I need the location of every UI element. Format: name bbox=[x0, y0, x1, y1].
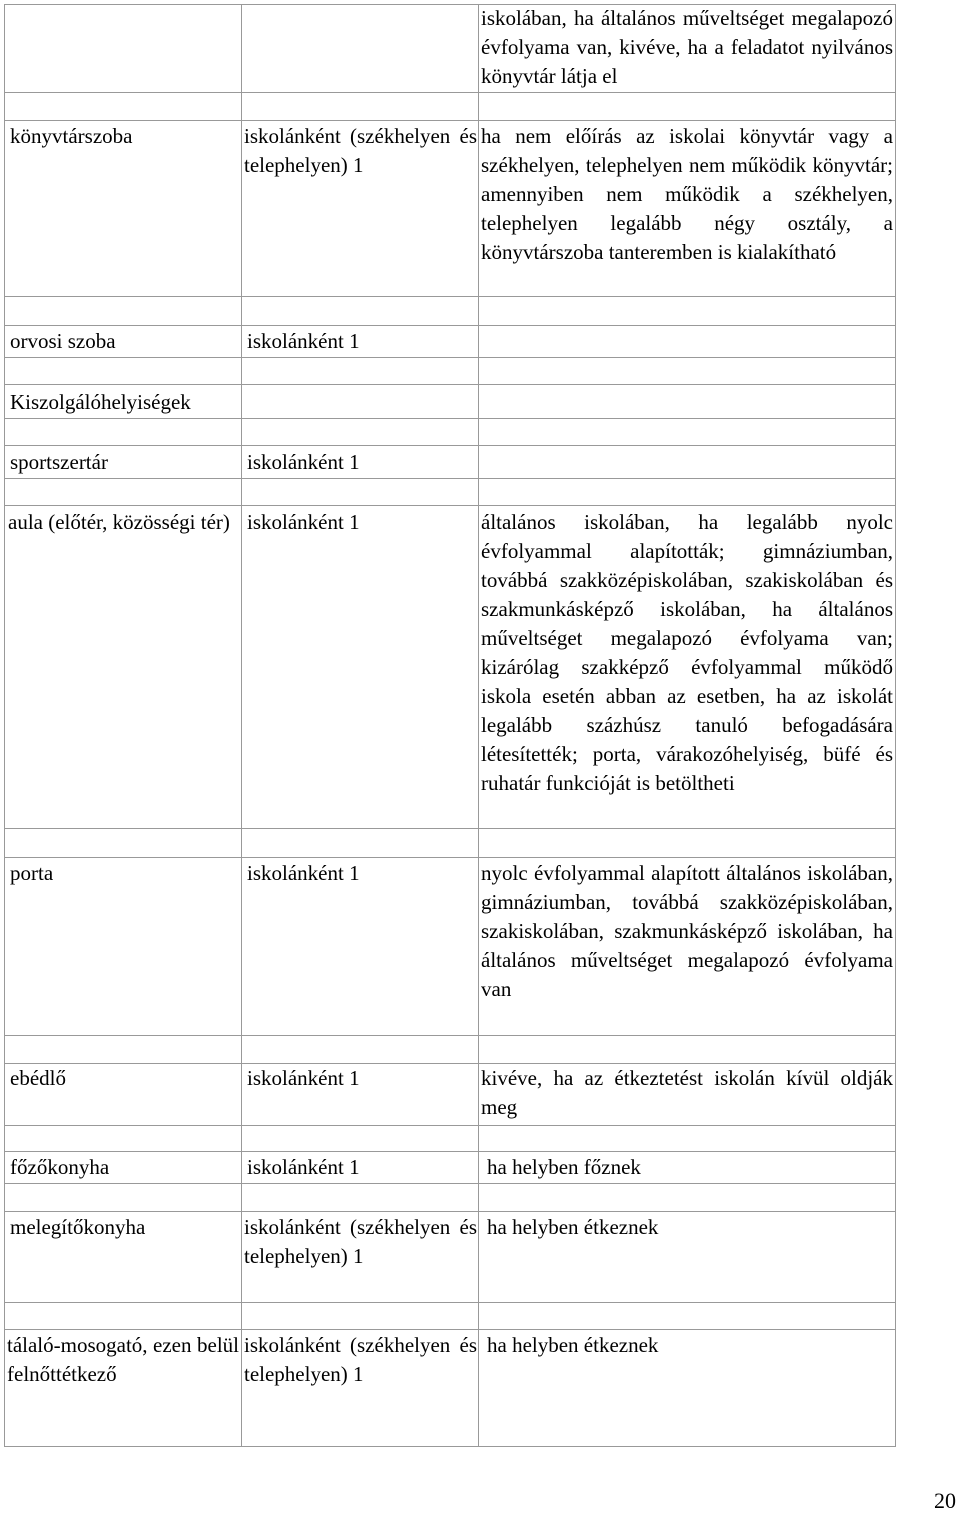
row-divider bbox=[4, 478, 896, 479]
column-divider bbox=[4, 4, 5, 1447]
row-divider bbox=[4, 1211, 896, 1212]
row-divider bbox=[4, 325, 896, 326]
row-divider bbox=[4, 1125, 896, 1126]
room-name-cell: főzőkonyha bbox=[10, 1155, 110, 1179]
quantity-cell: iskolánként 1 bbox=[247, 329, 360, 353]
table-border-right bbox=[895, 4, 896, 1447]
row-divider bbox=[4, 384, 896, 385]
column-divider bbox=[478, 4, 479, 1447]
room-name-cell: sportszertár bbox=[10, 450, 108, 474]
row-divider bbox=[4, 1151, 896, 1152]
table-border-bottom bbox=[4, 1446, 896, 1447]
row-divider bbox=[4, 296, 896, 297]
section-heading: Kiszolgálóhelyiségek bbox=[10, 390, 191, 414]
quantity-cell: iskolánként (székhelyen és telephelyen) 1 bbox=[244, 1215, 477, 1268]
row-divider bbox=[4, 505, 896, 506]
room-name-cell: orvosi szoba bbox=[10, 329, 116, 353]
room-name-cell: aula (előtér, közösségi tér) bbox=[8, 510, 230, 534]
quantity-cell: iskolánként (székhelyen és telephelyen) 1 bbox=[244, 124, 477, 177]
row-divider bbox=[4, 92, 896, 93]
requirement-cell: általános iskolában, ha legalább nyolc évfolyammal alapították; gimnáziumban, továbbá szakközépiskolában, szakiskolában és szakmunkásképző iskolában, ha általános műveltséget megalapozó évfolyama van; kizárólag szakképző évfolyammal működő iskola esetén abban az esetben, ha az iskolát legalább százhúsz tanuló befogadására létesítették; porta, várakozóhelyiség, büfé és ruhatár funkcióját is betöltheti bbox=[481, 510, 893, 795]
row-divider bbox=[4, 120, 896, 121]
row-divider bbox=[4, 1302, 896, 1303]
room-name-cell: ebédlő bbox=[10, 1066, 66, 1090]
column-divider bbox=[241, 4, 242, 1447]
row-divider bbox=[4, 1035, 896, 1036]
row-divider bbox=[4, 1183, 896, 1184]
row-divider bbox=[4, 1329, 896, 1330]
requirement-cell: ha nem előírás az iskolai könyvtár vagy a székhelyen, telephelyen nem működik könyvtár; amennyiben nem működik a székhelyen, telephelyen legalább négy osztály, a könyvtárszoba tanteremben is kialakítható bbox=[481, 124, 893, 264]
row-divider bbox=[4, 857, 896, 858]
row-divider bbox=[4, 418, 896, 419]
quantity-cell: iskolánként 1 bbox=[247, 510, 360, 534]
room-name-cell: tálaló-mosogató, ezen belül felnőttétkező bbox=[7, 1333, 239, 1386]
quantity-cell: iskolánként 1 bbox=[247, 450, 360, 474]
room-name-cell: porta bbox=[10, 861, 54, 885]
requirement-cell: ha helyben étkeznek bbox=[487, 1215, 659, 1239]
room-name-cell: melegítőkonyha bbox=[10, 1215, 146, 1239]
requirement-cell: ha helyben főznek bbox=[487, 1155, 641, 1179]
requirement-cell: ha helyben étkeznek bbox=[487, 1333, 659, 1357]
quantity-cell: iskolánként 1 bbox=[247, 1066, 360, 1090]
quantity-cell: iskolánként 1 bbox=[247, 1155, 360, 1179]
requirement-cell: iskolában, ha általános műveltséget megalapozó évfolyama van, kivéve, ha a feladatot nyilvános könyvtár látja el bbox=[481, 6, 893, 88]
row-divider bbox=[4, 828, 896, 829]
quantity-cell: iskolánként 1 bbox=[247, 861, 360, 885]
page-number: 20 bbox=[934, 1488, 956, 1513]
quantity-cell: iskolánként (székhelyen és telephelyen) 1 bbox=[244, 1333, 477, 1386]
room-name-cell: könyvtárszoba bbox=[10, 124, 133, 148]
row-divider bbox=[4, 445, 896, 446]
requirement-cell: kivéve, ha az étkeztetést iskolán kívül oldják meg bbox=[481, 1066, 893, 1119]
requirement-cell: nyolc évfolyammal alapított általános iskolában, gimnáziumban, továbbá szakközépiskolában, szakiskolában, szakmunkásképző iskolában, ha általános műveltséget megalapozó évfolyama van bbox=[481, 861, 893, 1001]
row-divider bbox=[4, 357, 896, 358]
